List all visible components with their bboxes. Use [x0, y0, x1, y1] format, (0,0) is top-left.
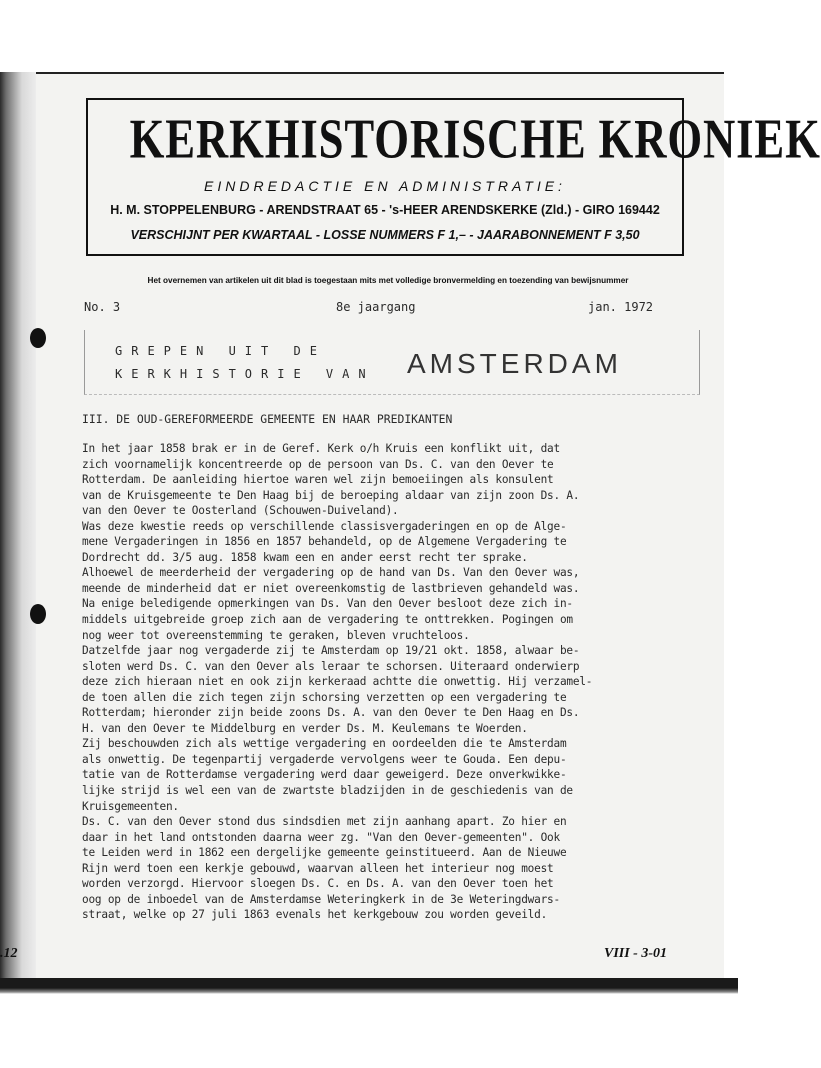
issue-number: No. 3: [84, 300, 121, 314]
masthead-box: [86, 98, 821, 256]
article-title-line-2: KERKHISTORIE VAN: [115, 367, 375, 381]
body-line: Dordrecht dd. 3/5 aug. 1858 kwam een en ander eerst recht ter sprake.: [82, 550, 528, 564]
body-line: oog op de inboedel van de Amsterdamse Weteringkerk in de 3e Weteringdwars-: [82, 892, 560, 906]
body-line: Rotterdam. De aanleiding hiertoe waren wel zijn bemoeiingen als konsulent: [82, 473, 554, 487]
article-body: [82, 441, 702, 923]
body-line: middels uitgebreide groep zich aan de vergadering te onttrekken. Pogingen om: [82, 613, 573, 627]
body-line: daar in het land ontstonden daarna weer zg. "Van den Oever-gemeenten". Ook: [82, 830, 560, 844]
article-title-place: AMSTERDAM: [407, 348, 622, 379]
copyright-notice: Het overnemen van artikelen uit dit blad is toegestaan mits met volledige bronvermelding en toezending van bewijsnummer: [147, 276, 629, 285]
body-line: lijke strijd is wel een van de zwartste bladzijden in de geschiedenis van de: [82, 784, 573, 798]
body-line: als onwettig. De tegenpartij vergaderde vervolgens weer te Gouda. Een depu-: [82, 752, 567, 766]
body-line: tatie van de Rotterdamse vergadering werd daar geweigerd. Deze onverkwikke-: [82, 768, 567, 782]
body-line: van de Kruisgemeente te Den Haag bij de beroeping aldaar van zijn zoon Ds. A.: [82, 488, 580, 502]
masthead-title: KERKHISTORISCHE KRONIEK: [129, 108, 821, 171]
section-heading: III. DE OUD-GEREFORMEERDE GEMEENTE EN HAAR PREDIKANTEN: [82, 412, 453, 426]
masthead-address: H. M. STOPPELENBURG - ARENDSTRAAT 65 - 's-HEER ARENDSKERKE (Zld.) - GIRO 169442: [110, 203, 660, 217]
body-line: te Leiden werd in 1862 een dergelijke gemeente geinstitueerd. Aan de Nieuwe: [82, 846, 567, 860]
body-line: Alhoewel de meerderheid der vergadering op de hand van Ds. Van den Oever was,: [82, 566, 580, 580]
page-bottom-shadow: [0, 978, 738, 994]
body-line: Na enige beledigende opmerkingen van Ds. Van den Oever besloot deze zich in-: [82, 597, 573, 611]
issue-date: jan. 1972: [588, 300, 654, 314]
masthead-subtitle: EINDREDACTIE EN ADMINISTRATIE:: [204, 178, 566, 194]
body-line: meende de minderheid dat er niet overeenkomstig de lastbrieven gehandeld was.: [82, 581, 580, 595]
body-line: worden verzorgd. Hiervoor sloegen Ds. C. en Ds. A. van den Oever toen het: [82, 877, 554, 891]
body-line: In het jaar 1858 brak er in de Geref. Kerk o/h Kruis een konflikt uit, dat: [82, 442, 560, 455]
punch-hole-bottom: [30, 604, 46, 624]
body-line: Kruisgemeenten.: [82, 799, 179, 813]
punch-hole-top: [30, 328, 46, 348]
body-line: Rotterdam; hieronder zijn beide zoons Ds. A. van den Oever te Den Haag en Ds.: [82, 706, 580, 720]
body-line: zich voornamelijk koncentreerde op de persoon van Ds. C. van den Oever te: [82, 457, 554, 471]
article-title-line-1: GREPEN UIT DE: [115, 344, 326, 358]
body-line: straat, welke op 27 juli 1863 evenals het kerkgebouw zou worden geveild.: [82, 908, 548, 922]
body-line: Ds. C. van den Oever stond dus sindsdien met zijn aanhang apart. Zo hier en: [82, 815, 567, 829]
body-line: sloten werd Ds. C. van den Oever als leraar te schorsen. Uiteraard onderwierp: [82, 659, 580, 673]
body-line: Datzelfde jaar nog vergaderde zij te Amsterdam op 19/21 okt. 1858, alwaar be-: [82, 644, 580, 658]
masthead-rates: VERSCHIJNT PER KWARTAAL - LOSSE NUMMERS F 1,– - JAARABONNEMENT F 3,50: [130, 228, 640, 242]
margin-page-reference: .12: [0, 946, 18, 961]
document-code: VIII - 3-01: [604, 946, 668, 961]
body-line: H. van den Oever te Middelburg en verder Ds. M. Keulemans te Woerden.: [82, 721, 528, 735]
body-line: Zij beschouwden zich als wettige vergadering en oordeelden die te Amsterdam: [82, 737, 567, 751]
body-line: Rijn werd toen een kerkje gebouwd, waarvan alleen het interieur nog moest: [82, 861, 554, 875]
body-line: nog weer tot overeenstemming te geraken, bleven vruchteloos.: [82, 628, 470, 642]
body-line: deze zich hieraan niet en ook zijn kerkeraad achtte die onwettig. Hij verzamel-: [82, 675, 593, 689]
body-line: de toen allen die zich tegen zijn schorsing verzetten op een vergadering te: [82, 690, 567, 704]
body-line: mene Vergaderingen in 1856 en 1857 behandeld, op de Algemene Vergadering te: [82, 535, 567, 549]
binding-edge: [0, 72, 40, 984]
body-line: Was deze kwestie reeds op verschillende classisvergaderingen en op de Alge-: [82, 519, 567, 533]
issue-volume: 8e jaargang: [336, 300, 416, 314]
body-line: van den Oever te Oosterland (Schouwen-Duiveland).: [82, 504, 399, 518]
article-title-box: [84, 330, 700, 395]
